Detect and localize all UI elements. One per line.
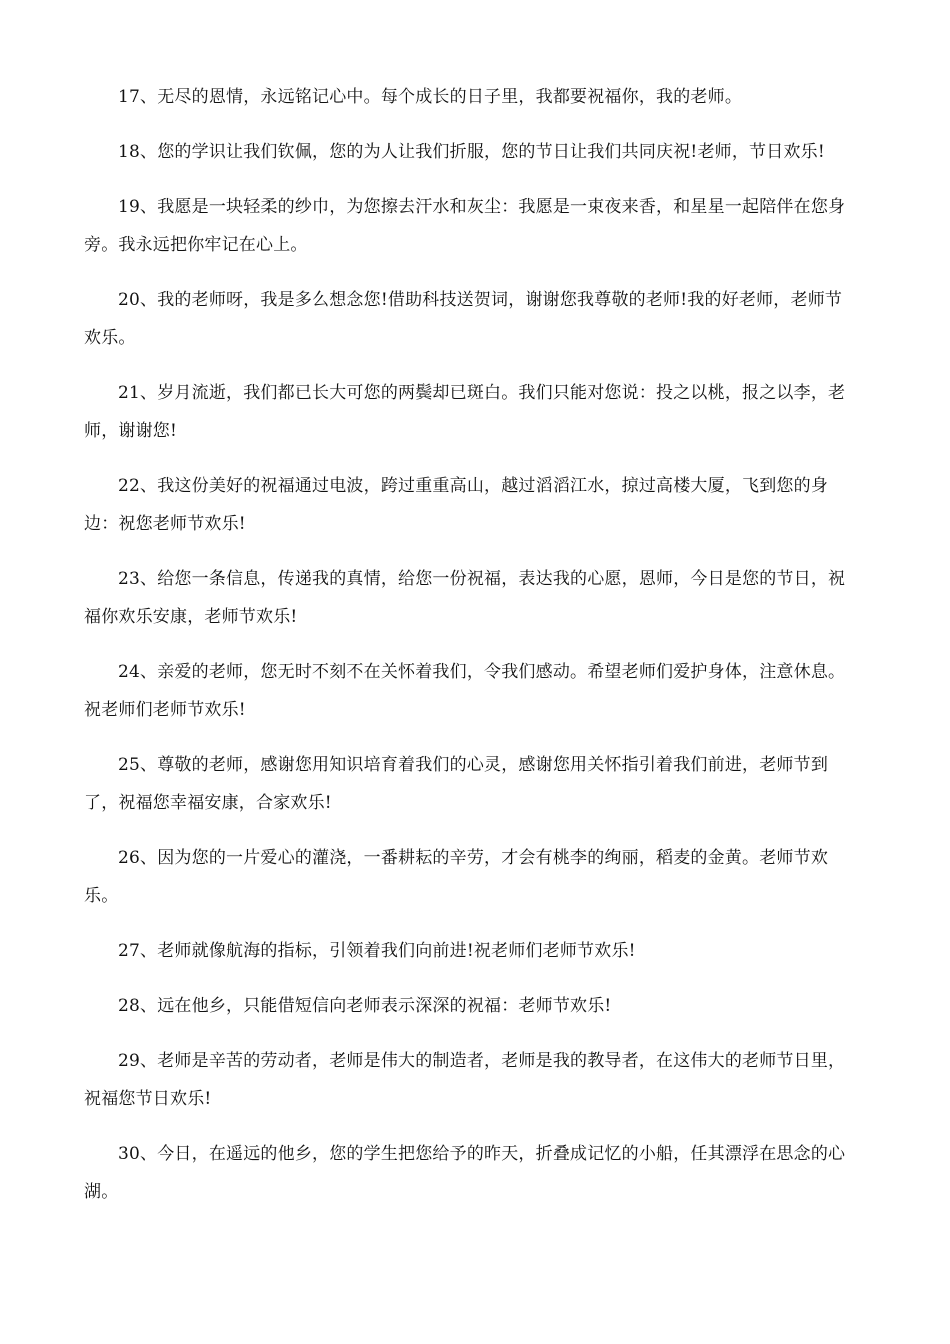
paragraph-19: 19、我愿是一块轻柔的纱巾，为您擦去汗水和灰尘：我愿是一束夜来香，和星星一起陪伴在您身旁。我永远把你牢记在心上。 bbox=[84, 197, 846, 255]
paragraph-21: 21、岁月流逝，我们都已长大可您的两鬓却已斑白。我们只能对您说：投之以桃，报之以李，老师，谢谢您! bbox=[84, 383, 846, 441]
paragraph-17: 17、无尽的恩情，永远铭记心中。每个成长的日子里，我都要祝福你，我的老师。 bbox=[118, 87, 743, 107]
paragraph-23: 23、给您一条信息，传递我的真情，给您一份祝福，表达我的心愿，恩师，今日是您的节日，祝福你欢乐安康，老师节欢乐! bbox=[84, 569, 846, 627]
paragraph-30: 30、今日，在遥远的他乡，您的学生把您给予的昨天，折叠成记忆的小船，任其漂浮在思念的心湖。 bbox=[84, 1144, 846, 1202]
paragraph-24: 24、亲爱的老师，您无时不刻不在关怀着我们，令我们感动。希望老师们爱护身体，注意休息。祝老师们老师节欢乐! bbox=[84, 662, 846, 720]
paragraph-28: 28、远在他乡，只能借短信向老师表示深深的祝福：老师节欢乐! bbox=[118, 996, 612, 1016]
paragraph-26: 26、因为您的一片爱心的灌浇，一番耕耘的辛劳，才会有桃李的绚丽，稻麦的金黄。老师节欢乐。 bbox=[84, 848, 829, 906]
paragraph-22: 22、我这份美好的祝福通过电波，跨过重重高山，越过滔滔江水，掠过高楼大厦，飞到您的身边：祝您老师节欢乐! bbox=[84, 476, 829, 534]
paragraph-27: 27、老师就像航海的指标，引领着我们向前进!祝老师们老师节欢乐! bbox=[118, 941, 636, 961]
paragraph-18: 18、您的学识让我们钦佩，您的为人让我们折服，您的节日让我们共同庆祝!老师，节日欢乐! bbox=[118, 142, 825, 162]
paragraph-25: 25、尊敬的老师，感谢您用知识培育着我们的心灵，感谢您用关怀指引着我们前进，老师节到了，祝福您幸福安康，合家欢乐! bbox=[84, 755, 829, 813]
paragraph-20: 20、我的老师呀，我是多么想念您!借助科技送贺词，谢谢您我尊敬的老师!我的好老师，老师节欢乐。 bbox=[84, 290, 843, 348]
paragraph-29: 29、老师是辛苦的劳动者，老师是伟大的制造者，老师是我的教导者，在这伟大的老师节日里，祝福您节日欢乐! bbox=[84, 1051, 846, 1109]
